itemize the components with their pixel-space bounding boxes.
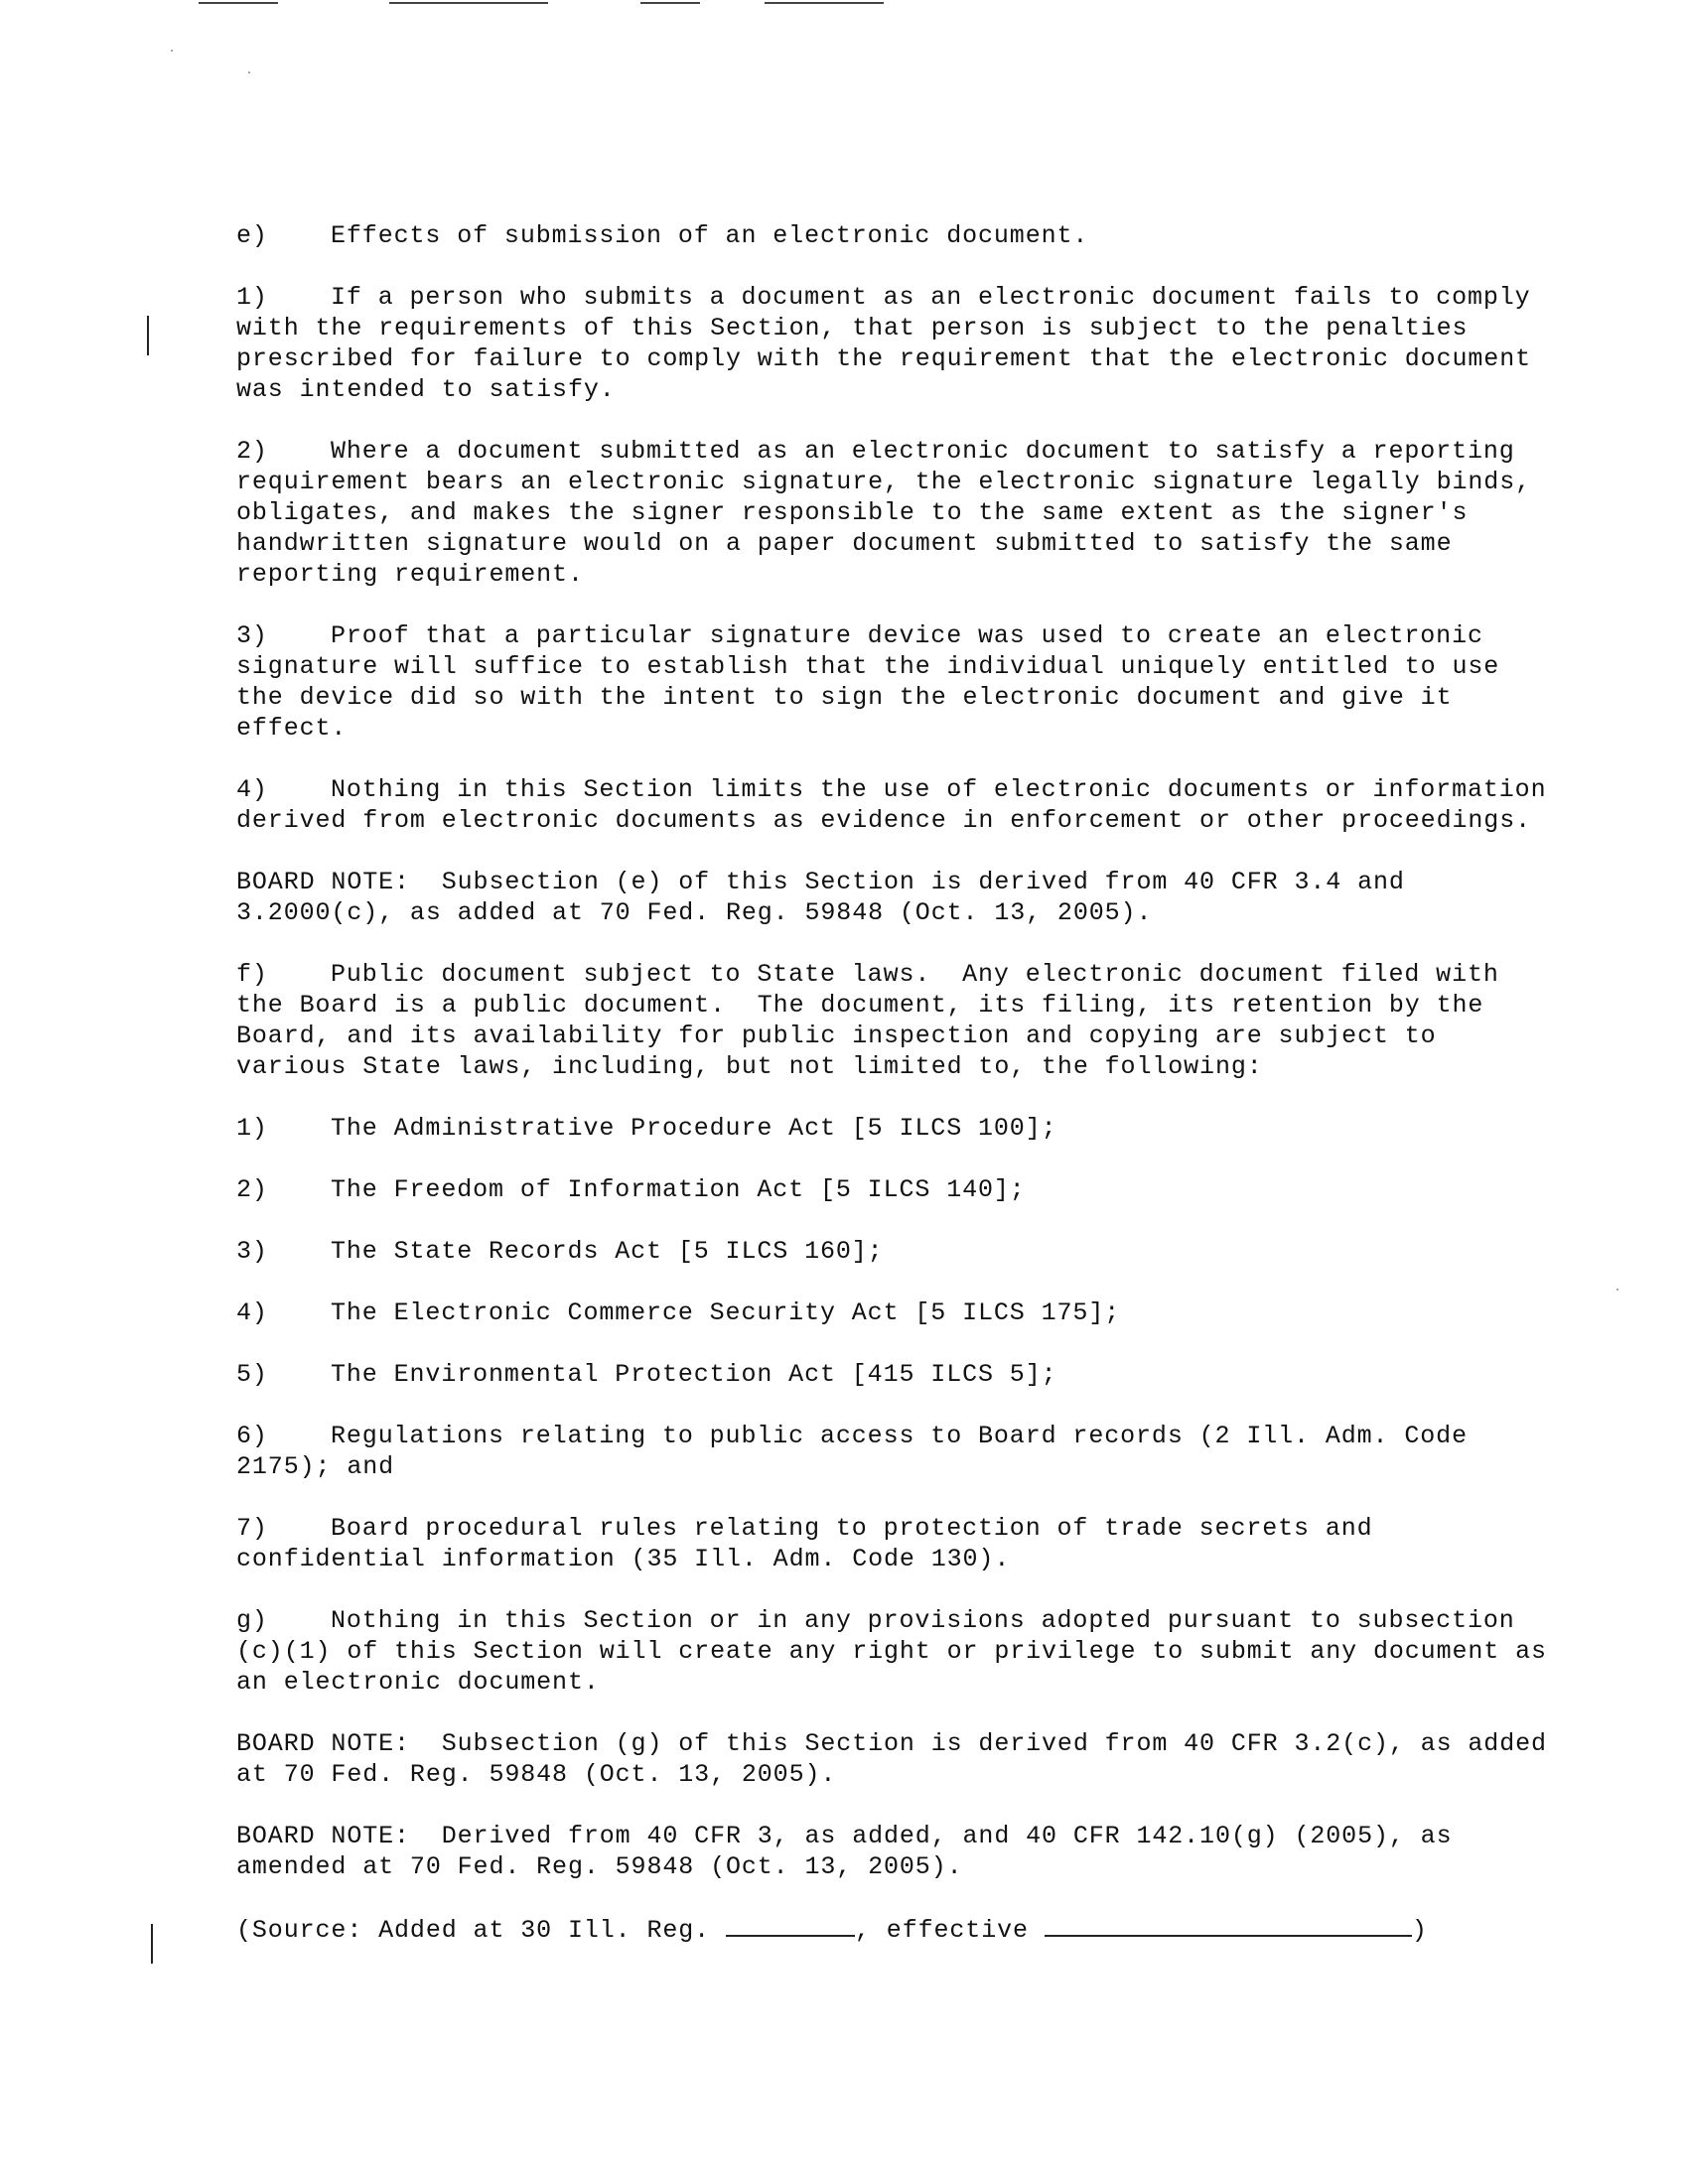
header-rule [640,2,700,4]
item-label: 2) [236,1175,268,1204]
list-item [236,1513,1557,1574]
scan-speck [248,71,250,73]
item-text: Regulations relating to public access to Board records (2 Ill. Adm. Code 2175); and [236,1422,1483,1481]
subsection-f-paragraph [236,959,1557,1082]
item-text: The Environmental Protection Act [415 ILCS 5]; [331,1360,1057,1389]
item-label: 4) [236,775,268,804]
item-text: The State Records Act [5 ILCS 160]; [331,1237,884,1266]
item-text: Proof that a particular signature device was used to create an electronic signature will suffice to establish that the individual uniquely entitled to use the device did so with the intent to sign the electronic document and give it effect. [236,621,1516,743]
board-note-final: BOARD NOTE: Derived from 40 CFR 3, as added, and 40 CFR 142.10(g) (2005), as amended at 70 Fed. Reg. 59848 (Oct. 13, 2005). [236,1822,1469,1881]
subsection-g-paragraph [236,1605,1563,1698]
subsection-text: Public document subject to State laws. Any electronic document filed with the Board is a public document. The document, its filing, its retention by the Board, and its availability for public inspection and copying are subject to various State laws, including, but not limited to, the following: [236,960,1515,1081]
item-text: The Electronic Commerce Security Act [5 ILCS 175]; [331,1298,1121,1327]
list-item [236,282,1557,405]
subsection-label: g) [236,1606,268,1635]
item-label: 7) [236,1514,268,1543]
item-label: 2) [236,437,268,466]
scan-speck [171,50,173,52]
list-item [236,1174,1557,1205]
document-body [236,220,1563,1977]
list-item [236,436,1557,590]
scan-speck [1616,1289,1618,1291]
register-page-blank [726,1913,855,1937]
source-middle: , effective [854,1916,1045,1945]
subsection-heading: Effects of submission of an electronic document. [331,221,1089,250]
subsection-e-heading [236,220,1557,251]
item-text: Nothing in this Section limits the use of electronic documents or information derived from electronic documents as evidence in enforcement or other proceedings. [236,775,1563,835]
item-text: If a person who submits a document as an electronic document fails to comply with the requirements of this Section, that person is subject to the penalties prescribed for failure to comply with the requirement that the electronic document was intended to satisfy. [236,283,1547,404]
source-line [236,1913,1557,1946]
list-item [236,1359,1557,1390]
item-label: 4) [236,1298,268,1327]
subsection-label: f) [236,960,268,989]
subsection-text: Nothing in this Section or in any provisions adopted pursuant to subsection (c)(1) of this Section will create any right or privilege to submit any document as an electronic document. [236,1606,1563,1697]
list-item [236,1113,1557,1144]
revision-change-bar [151,1924,153,1964]
item-text: Board procedural rules relating to protection of trade secrets and confidential information (35 Ill. Adm. Code 130). [236,1514,1389,1573]
list-item [236,1297,1557,1328]
item-label: 1) [236,1114,268,1143]
source-suffix: ) [1411,1916,1428,1945]
item-label: 5) [236,1360,268,1389]
board-note: BOARD NOTE: Subsection (e) of this Section is derived from 40 CFR 3.4 and 3.2000(c), as added at 70 Fed. Reg. 59848 (Oct. 13, 2005). [236,868,1421,927]
item-text: The Freedom of Information Act [5 ILCS 140]; [331,1175,1026,1204]
header-rule [389,2,548,4]
list-item [236,774,1563,836]
item-label: 1) [236,283,268,312]
subsection-label: e) [236,221,268,250]
header-rule [199,2,278,4]
header-rule [765,2,884,4]
list-item [236,1236,1557,1267]
revision-change-bar [147,316,149,355]
item-label: 3) [236,1237,268,1266]
board-note: BOARD NOTE: Subsection (g) of this Section is derived from 40 CFR 3.2(c), as added at 70 Fed. Reg. 59848 (Oct. 13, 2005). [236,1729,1563,1789]
source-prefix: (Source: Added at 30 Ill. Reg. [236,1916,726,1945]
list-item [236,1421,1557,1482]
list-item [236,620,1557,744]
item-label: 3) [236,621,268,650]
item-text: The Administrative Procedure Act [5 ILCS 100]; [331,1114,1057,1143]
item-text: Where a document submitted as an electronic document to satisfy a reporting requirement bears an electronic signature, the electronic signature legally binds, obligates, and makes the signer responsible to the same extent as the signer's handwritten signature would on a paper document submitted to satisfy the same reporting requirement. [236,437,1547,589]
item-label: 6) [236,1422,268,1450]
effective-date-blank [1045,1913,1412,1937]
